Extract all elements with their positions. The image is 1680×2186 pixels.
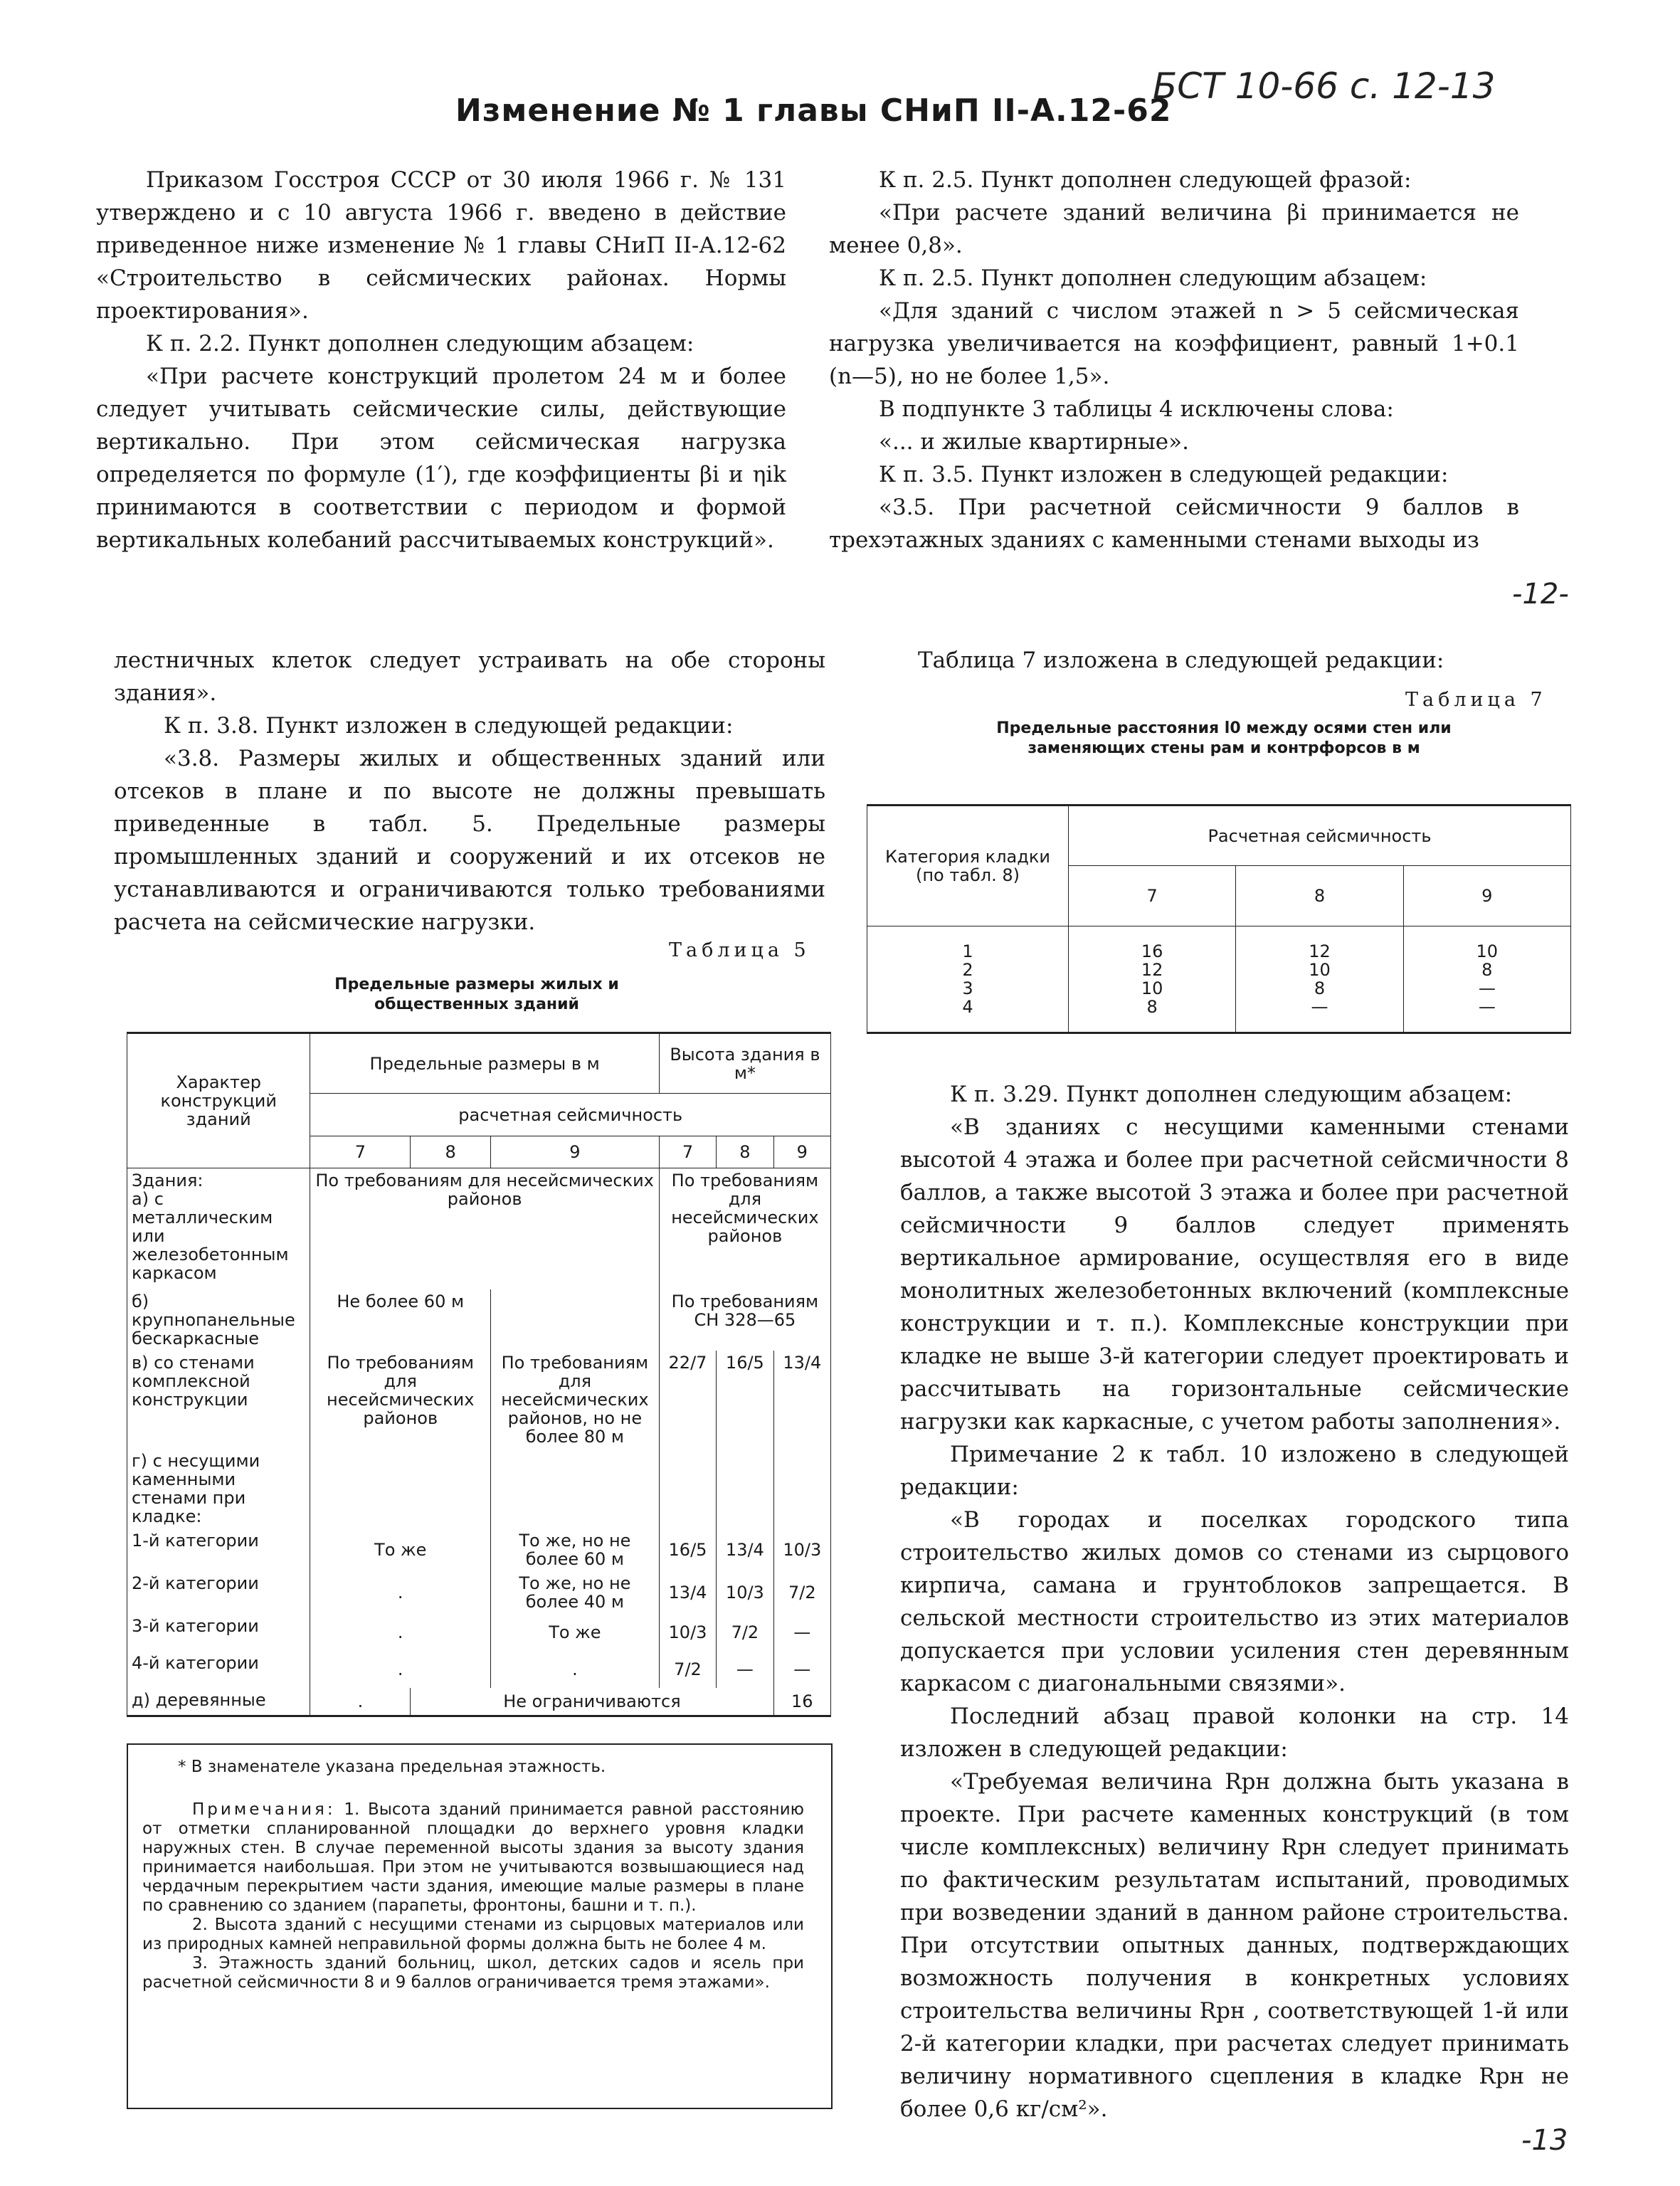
table7-col-9: 10 8 — — xyxy=(1403,926,1570,1033)
table5-row-g4-h7: 7/2 xyxy=(659,1651,716,1688)
table5-note-2: 2. Высота зданий с несущими стенами из сырцовых материалов или из природных камней неправильной формы должна быть не более 4 м. xyxy=(142,1916,804,1953)
column-bottom-left xyxy=(114,644,825,939)
paragraph-page14-heading: Последний абзац правой колонки на стр. 14 изложен в следующей редакции: xyxy=(900,1704,1569,1762)
table5-row-g1-h7: 16/5 xyxy=(659,1528,716,1571)
table5-row-g3-h7: 10/3 xyxy=(659,1614,716,1651)
table5-row-g3-9: То же xyxy=(490,1614,659,1651)
table5-notes xyxy=(142,1800,804,1992)
table5-header-h8: 8 xyxy=(717,1136,773,1168)
table5-note-3: 3. Этажность зданий больниц, школ, детских садов и ясель при расчетной сейсмичности 8 и 9 баллов ограничивается тремя этажами». xyxy=(142,1954,804,1992)
paragraph-2-5-text-b: «Для зданий с числом этажей n > 5 сейсмическая нагрузка увеличивается на коэффициент, равный 1+0.1 (n—5), но не более 1,5». xyxy=(829,298,1519,389)
table5-row-d-9: Не ограничиваются xyxy=(411,1688,773,1716)
table5-row-g1-h9: 10/3 xyxy=(773,1528,830,1571)
table5-row-g2-78: . xyxy=(310,1571,491,1614)
table5-row-v-label: в) со стенами комплексной конструкции xyxy=(127,1351,310,1449)
table5-row-v-h7: 22/7 xyxy=(659,1351,716,1449)
table5-tag: Таблица 5 xyxy=(669,939,810,961)
paragraph-3-5-text: «3.5. При расчетной сейсмичности 9 баллов в трехэтажных зданиях с каменными стенами выходы из xyxy=(829,495,1519,553)
page-title: Изменение № 1 главы СНиП II-А.12-62 xyxy=(455,93,1172,129)
table7-col-category: 1 2 3 4 xyxy=(867,926,1069,1033)
page-number-12: -12- xyxy=(1512,578,1569,611)
paragraph-2-5-heading-b: К п. 2.5. Пункт дополнен следующим абзацем: xyxy=(879,265,1427,291)
table-7 xyxy=(867,804,1571,1034)
table5-footnote: * В знаменателе указана предельная этажность. xyxy=(178,1758,606,1776)
table5-row-d-78: . xyxy=(310,1688,411,1716)
table5-row-g4-label: 4-й категории xyxy=(127,1651,310,1688)
table5-row-g1-9: То же, но не более 60 м xyxy=(490,1528,659,1571)
table5-row-g3-78: . xyxy=(310,1614,491,1651)
table5-row-a-height: По требованиям для несейсмических районов xyxy=(659,1168,830,1289)
table5-row-v-9: По требованиям для несейсмических районов, но не более 80 м xyxy=(490,1351,659,1449)
table5-row-g4-9: . xyxy=(490,1651,659,1688)
table5-row-g-empty-c xyxy=(659,1449,716,1528)
table5-row-d-label: д) деревянные xyxy=(127,1688,310,1716)
table5-row-g4-h8: — xyxy=(717,1651,773,1688)
table5-row-g1-label: 1-й категории xyxy=(127,1528,310,1571)
table7-header-7: 7 xyxy=(1069,866,1236,926)
table5-row-v-h9: 13/4 xyxy=(773,1351,830,1449)
table5-row-g-empty-e xyxy=(773,1449,830,1528)
table5-row-g2-9: То же, но не более 40 м xyxy=(490,1571,659,1614)
table7-col-8: 12 10 8 — xyxy=(1236,926,1403,1033)
table5-header-char: Характер конструкций зданий xyxy=(127,1033,310,1168)
paragraph-3-8-text: «3.8. Размеры жилых и общественных зданий или отсеков в плане и по высоте не должны превышать приведенные в табл. 5. Предельные размеры промышленных зданий и сооружений и их отсеков не устанавливаются и ограничиваются только требованиями расчета на сейсмические нагрузки. xyxy=(114,746,825,935)
handwritten-reference: БСТ 10-66 с. 12-13 xyxy=(1153,65,1496,107)
table5-row-a-label: Здания: а) с металлическим или железобетонным каркасом xyxy=(127,1168,310,1289)
table5-header-p9: 9 xyxy=(490,1136,659,1168)
table7-col-7: 16 12 10 8 xyxy=(1069,926,1236,1033)
paragraph-note2-text: «В городах и поселках городского типа строительство жилых домов со стенами из сырцового кирпича, самана и грунтоблоков запрещается. В сельской местности строительство из этих материалов допускается при условии усиления стен деревянным каркасом с диагональными связями». xyxy=(900,1507,1569,1696)
paragraph-3-5-heading: К п. 3.5. Пункт изложен в следующей редакции: xyxy=(879,462,1449,487)
paragraph-table4-heading: В подпункте 3 таблицы 4 исключены слова: xyxy=(879,396,1394,422)
table7-header-8: 8 xyxy=(1236,866,1403,926)
page-number-13: -13 xyxy=(1521,2124,1568,2157)
table7-header-seismicity: Расчетная сейсмичность xyxy=(1069,806,1571,866)
table5-row-a-plan: По требованиям для несейсмических районов xyxy=(310,1168,659,1289)
table5-row-g-label: г) с несущими каменными стенами при кладке: xyxy=(127,1449,310,1528)
paragraph-2-5-text-a: «При расчете зданий величина βi принимается не менее 0,8». xyxy=(829,200,1519,258)
table5-header-h9: 9 xyxy=(773,1136,830,1168)
table5-row-v-h8: 16/5 xyxy=(717,1351,773,1449)
table5-row-v-78: По требованиям для несейсмических районов xyxy=(310,1351,491,1449)
table7-header-category: Категория кладки (по табл. 8) xyxy=(867,806,1069,926)
paragraph-3-8-heading: К п. 3.8. Пункт изложен в следующей редакции: xyxy=(164,713,734,739)
table5-row-g2-h8: 10/3 xyxy=(717,1571,773,1614)
table5-header-limits: Предельные размеры в м xyxy=(310,1033,659,1094)
paragraph-page14-text: «Требуемая величина Rрн должна быть указана в проекте. При расчете каменных конструкций (в том числе комплексных) величину Rрн следует принимать по фактическим результатам испытаний, проводимых при возведении зданий в данном районе строительства. При отсутствии опытных данных, подтверждающих возможность получения в конкретных условиях строительства величины Rрн , соответствующей 1-й или 2-й категории кладки, при расчетах следует принимать величину нормативного сцепления в кладке Rрн не более 0,6 кг/см²». xyxy=(900,1769,1569,2122)
table5-header-p7: 7 xyxy=(310,1136,411,1168)
table5-row-g2-label: 2-й категории xyxy=(127,1571,310,1614)
table7-intro: Таблица 7 изложена в следующей редакции: xyxy=(918,648,1444,673)
paragraph-table4-text: «... и жилые квартирные». xyxy=(879,429,1189,455)
column-bottom-right xyxy=(900,1078,1569,2126)
table5-row-b-empty xyxy=(490,1289,659,1351)
table7-header-9: 9 xyxy=(1403,866,1570,926)
column-top-left xyxy=(96,164,786,556)
table7-tag: Таблица 7 xyxy=(1405,689,1547,711)
table5-row-g3-label: 3-й категории xyxy=(127,1614,310,1651)
paragraph-2-2-heading: К п. 2.2. Пункт дополнен следующим абзацем: xyxy=(146,331,694,357)
table5-row-g4-78: . xyxy=(310,1651,491,1688)
table5-row-g3-h8: 7/2 xyxy=(717,1614,773,1651)
paragraph-2-5-heading-a: К п. 2.5. Пункт дополнен следующей фразой: xyxy=(879,167,1412,193)
table5-row-d-h9: 16 xyxy=(773,1688,830,1716)
table5-header-height: Высота здания в м* xyxy=(659,1033,830,1094)
paragraph-3-29-text: «В зданиях с несущими каменными стенами высотой 4 этажа и более при расчетной сейсмичности 8 баллов, а также высотой 3 этажа и более при расчетной сейсмичности 9 баллов следует применять вертикальное армирование, осуществляя его в виде монолитных железобетонных включений (комплексные конструкции и т. п.). Комплексные конструкции при кладке не выше 3-й категории следует проектировать и рассчитывать на горизонтальные сейсмические нагрузки как каркасные, с учетом работы заполнения». xyxy=(900,1114,1569,1435)
table5-row-g3-h9: — xyxy=(773,1614,830,1651)
table5-row-g1-78: То же xyxy=(310,1528,491,1571)
table5-row-b-height: По требованиям СН 328—65 xyxy=(659,1289,830,1351)
table5-header-h7: 7 xyxy=(659,1136,716,1168)
table5-row-g-empty-a xyxy=(310,1449,491,1528)
paragraph-3-5-continued: лестничных клеток следует устраивать на обе стороны здания». xyxy=(114,648,825,706)
table7-caption: Предельные расстояния l0 между осями стен или заменяющих стены рам и контрфорсов в м xyxy=(996,719,1452,757)
paragraph-3-29-heading: К п. 3.29. Пункт дополнен следующим абзацем: xyxy=(950,1082,1513,1107)
paragraph-2-2-text: «При расчете конструкций пролетом 24 м и более следует учитывать сейсмические силы, действующие вертикально. При этом сейсмическая нагрузка определяется по формуле (1′), где коэффициенты βi и ηik принимаются в соответствии с периодом и формой вертикальных колебаний рассчитываемых конструкций». xyxy=(96,364,786,553)
table5-row-g1-h8: 13/4 xyxy=(717,1528,773,1571)
table5-caption: Предельные размеры жилых и общественных зданий xyxy=(334,976,619,1013)
table5-row-g2-h9: 7/2 xyxy=(773,1571,830,1614)
paragraph-order: Приказом Госстроя СССР от 30 июля 1966 г. № 131 утверждено и с 10 августа 1966 г. введено в действие приведенное ниже изменение № 1 главы СНиП II-А.12-62 «Строительство в сейсмических районах. Нормы проектирования». xyxy=(96,167,786,324)
table5-note-1: 1. Высота зданий принимается равной расстоянию от отметки спланированной площадки до верхнего уровня кладки наружных стен. В случае переменной высоты здания за высоту здания принимается наибольшая. При этом не учитываются возвышающиеся над чердачным перекрытием части здания, имеющие малые размеры в плане по сравнению со зданием (парапеты, фронтоны, башни и т. п.). xyxy=(142,1800,805,1915)
table-5 xyxy=(127,1032,831,1717)
table5-row-b-label: б) крупнопанельные бескаркасные xyxy=(127,1289,310,1351)
paragraph-note2-heading: Примечание 2 к табл. 10 изложено в следующей редакции: xyxy=(900,1442,1569,1500)
table5-row-g2-h7: 13/4 xyxy=(659,1571,716,1614)
column-top-right xyxy=(829,164,1519,556)
table5-header-p8: 8 xyxy=(411,1136,491,1168)
table5-row-g-empty-b xyxy=(490,1449,659,1528)
table5-notes-title: Примечания: xyxy=(192,1800,336,1819)
table5-row-b-plan: Не более 60 м xyxy=(310,1289,491,1351)
table5-header-seismicity: расчетная сейсмичность xyxy=(310,1094,831,1136)
table5-row-g4-h9: — xyxy=(773,1651,830,1688)
table5-row-g-empty-d xyxy=(717,1449,773,1528)
